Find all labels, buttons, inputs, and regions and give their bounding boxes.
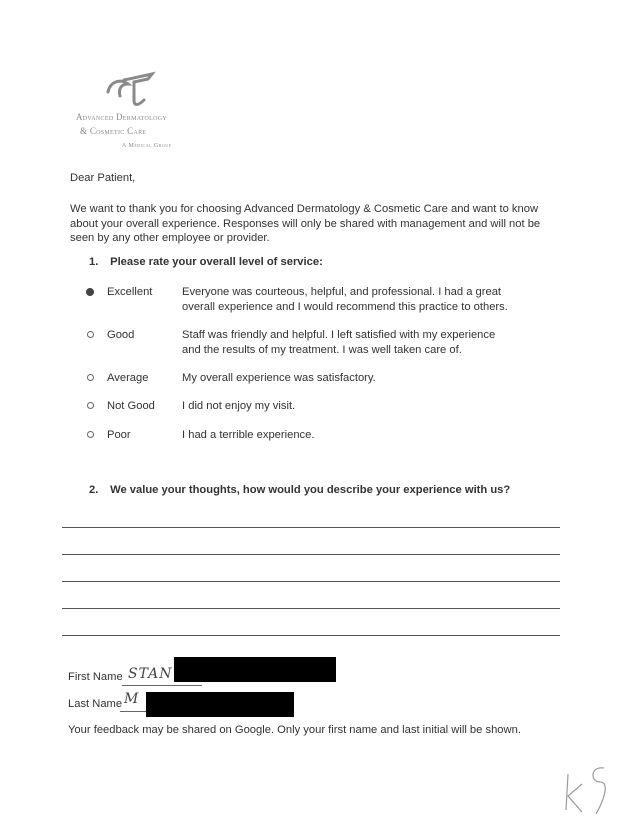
handwritten-initials	[560, 760, 616, 820]
radio-good[interactable]	[87, 331, 94, 338]
letterhead-line-3: A Medical Group	[122, 143, 172, 149]
letterhead-line-1: Advanced Dermatology	[76, 112, 168, 122]
question-2	[89, 484, 510, 496]
question-1-text: Please rate your overall level of service:	[110, 256, 323, 268]
radio-average[interactable]	[87, 374, 94, 381]
redaction-box	[146, 692, 294, 717]
writing-line[interactable]	[62, 527, 560, 528]
radio-poor[interactable]	[87, 431, 94, 438]
question-2-text: We value your thoughts, how would you describe your experience with us?	[110, 484, 511, 496]
writing-line[interactable]	[62, 554, 560, 555]
option-label: Average	[107, 372, 149, 384]
writing-line[interactable]	[62, 581, 560, 582]
option-description: I had a terrible experience.	[182, 429, 315, 441]
option-description: My overall experience was satisfactory.	[182, 372, 376, 384]
question-1	[89, 256, 323, 268]
last-name-handwritten: M	[124, 691, 140, 707]
option-description: Staff was friendly and helpful. I left satisfied with my experience and the results of my treatment. I was well taken care of.	[182, 329, 496, 356]
option-label: Good	[107, 329, 135, 341]
option-description: I did not enjoy my visit.	[182, 400, 296, 412]
question-2-number: 2.	[89, 484, 99, 496]
writing-line[interactable]	[62, 635, 560, 636]
letterhead-line-2: & Cosmetic Care	[80, 126, 147, 136]
practice-logo-icon	[100, 70, 160, 112]
salutation: Dear Patient,	[70, 172, 136, 184]
option-label: Poor	[107, 429, 131, 441]
radio-not-good[interactable]	[87, 402, 94, 409]
radio-excellent[interactable]	[86, 288, 94, 296]
option-description: Everyone was courteous, helpful, and professional. I had a great overall experience and I would recommend this practice to others.	[182, 286, 508, 313]
first-name-handwritten: STAN	[128, 666, 173, 682]
first-name-label: First Name	[68, 671, 123, 683]
question-1-number: 1.	[89, 256, 99, 268]
google-sharing-note: Your feedback may be shared on Google. Only your first name and last initial will be shown.	[68, 724, 521, 736]
redaction-box	[174, 657, 336, 682]
last-name-label: Last Name	[68, 698, 123, 710]
writing-line[interactable]	[62, 608, 560, 609]
option-label: Not Good	[107, 400, 155, 412]
option-label: Excellent	[107, 286, 153, 298]
first-name-line[interactable]	[122, 685, 202, 686]
intro-paragraph: We want to thank you for choosing Advanced Dermatology & Cosmetic Care and want to know about your overall experience. Responses will only be shared with management and will not be seen by any other employee or provider.	[70, 203, 541, 244]
